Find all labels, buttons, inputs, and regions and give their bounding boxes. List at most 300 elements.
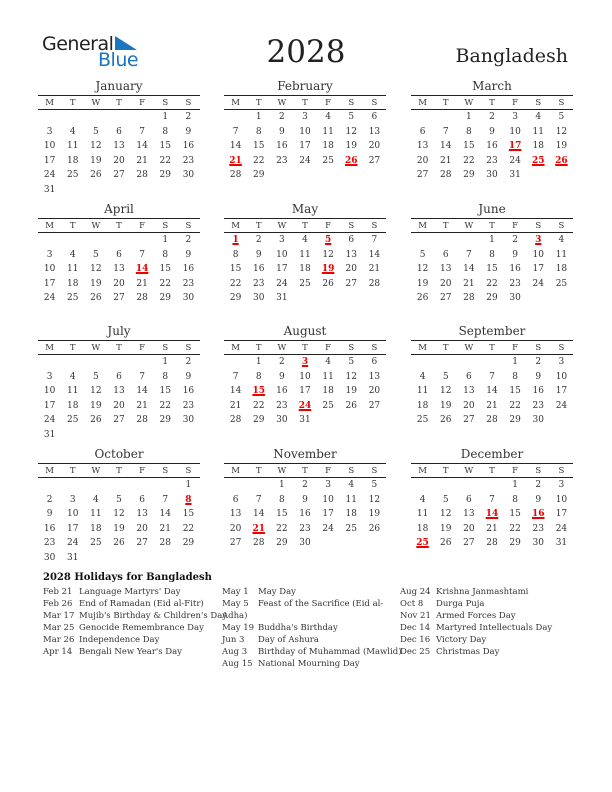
day-cell: 14 bbox=[486, 386, 498, 397]
day-cell: 20 bbox=[136, 523, 148, 534]
weekday-label: T bbox=[442, 220, 449, 231]
day-cell: 17 bbox=[43, 400, 56, 411]
holiday-item bbox=[222, 658, 402, 670]
logo-word-general: General bbox=[42, 33, 114, 55]
day-cell: 6 bbox=[419, 126, 426, 137]
day-cell: 26 bbox=[368, 523, 381, 534]
day-cell: 31 bbox=[299, 415, 311, 426]
day-cell: 23 bbox=[509, 278, 521, 289]
day-cell: 29 bbox=[159, 415, 171, 426]
day-cell: 25 bbox=[90, 538, 102, 549]
day-cell: 7 bbox=[489, 371, 495, 382]
day-cell: 1 bbox=[185, 480, 192, 491]
holiday-item bbox=[222, 586, 402, 598]
weekday-label: S bbox=[558, 97, 565, 108]
month-july bbox=[38, 324, 200, 442]
weekday-label: W bbox=[277, 465, 287, 476]
day-cell: 19 bbox=[555, 141, 568, 152]
day-cell: 21 bbox=[229, 400, 242, 411]
day-cell: 7 bbox=[139, 371, 145, 382]
day-cell: 11 bbox=[416, 386, 429, 397]
week-row bbox=[38, 522, 200, 537]
month-may bbox=[224, 202, 386, 306]
day-cell: 17 bbox=[66, 523, 79, 534]
holiday-day-cell: 5 bbox=[325, 235, 332, 246]
weekday-label: W bbox=[464, 97, 474, 108]
day-cell: 2 bbox=[185, 235, 192, 246]
day-cell: 16 bbox=[182, 264, 195, 275]
day-cell: 7 bbox=[371, 235, 378, 246]
day-cell: 21 bbox=[486, 400, 498, 411]
day-cell: 8 bbox=[278, 494, 285, 505]
holiday-item bbox=[400, 610, 552, 622]
day-cell: 4 bbox=[325, 357, 331, 368]
day-cell: 16 bbox=[276, 386, 288, 397]
day-cell: 22 bbox=[509, 400, 521, 411]
week-row bbox=[38, 262, 200, 277]
day-cell: 16 bbox=[299, 509, 311, 520]
week-row bbox=[224, 110, 386, 125]
day-cell: 23 bbox=[182, 278, 195, 289]
day-cell: 4 bbox=[69, 249, 76, 260]
week-row bbox=[411, 233, 573, 248]
day-cell: 17 bbox=[322, 509, 334, 520]
week-row bbox=[38, 413, 200, 428]
day-cell: 4 bbox=[69, 371, 76, 382]
week-row bbox=[38, 355, 200, 370]
day-cell: 28 bbox=[368, 278, 381, 289]
day-cell: 1 bbox=[512, 480, 518, 491]
day-cell: 14 bbox=[136, 141, 148, 152]
day-cell: 12 bbox=[90, 386, 102, 397]
week-row bbox=[38, 125, 200, 140]
holiday-day-cell: 26 bbox=[555, 155, 568, 166]
week-row bbox=[411, 139, 573, 154]
day-cell: 27 bbox=[113, 293, 125, 304]
weekday-label: T bbox=[116, 465, 122, 476]
day-cell: 23 bbox=[532, 523, 544, 534]
day-cell: 14 bbox=[439, 141, 452, 152]
weekday-label: S bbox=[535, 220, 542, 231]
day-cell: 20 bbox=[416, 155, 429, 166]
day-cell: 16 bbox=[532, 386, 544, 397]
day-cell: 7 bbox=[465, 249, 472, 260]
day-cell: 8 bbox=[232, 249, 239, 260]
day-cell: 9 bbox=[255, 249, 262, 260]
weekday-label: S bbox=[535, 342, 542, 353]
day-cell: 11 bbox=[322, 126, 334, 137]
day-cell: 2 bbox=[302, 480, 308, 491]
weekday-label: T bbox=[302, 465, 308, 476]
day-cell: 22 bbox=[509, 523, 521, 534]
day-cell: 17 bbox=[555, 509, 568, 520]
holiday-name: May Day bbox=[258, 587, 296, 597]
day-cell: 30 bbox=[532, 415, 544, 426]
week-row bbox=[411, 478, 573, 493]
weekday-label: T bbox=[489, 97, 495, 108]
day-cell: 12 bbox=[439, 386, 452, 397]
holiday-date: May 1 bbox=[222, 587, 249, 597]
day-cell: 20 bbox=[113, 278, 125, 289]
day-cell: 18 bbox=[416, 400, 429, 411]
weekday-header bbox=[224, 340, 386, 355]
weekday-label: S bbox=[371, 220, 378, 231]
day-cell: 24 bbox=[66, 538, 79, 549]
holiday-date: Aug 24 bbox=[400, 587, 431, 597]
day-cell: 13 bbox=[113, 264, 125, 275]
day-cell: 20 bbox=[345, 264, 357, 275]
week-row bbox=[38, 428, 200, 443]
day-cell: 24 bbox=[43, 170, 56, 181]
day-cell: 22 bbox=[229, 278, 242, 289]
day-cell: 2 bbox=[535, 480, 542, 491]
day-cell: 25 bbox=[66, 415, 79, 426]
day-cell: 12 bbox=[90, 264, 102, 275]
weekday-label: T bbox=[489, 342, 495, 353]
weekday-label: W bbox=[464, 342, 474, 353]
holiday-day-cell: 3 bbox=[535, 235, 542, 246]
day-cell: 15 bbox=[159, 386, 171, 397]
weekday-label: T bbox=[442, 465, 449, 476]
day-cell: 1 bbox=[512, 357, 518, 368]
day-cell: 9 bbox=[512, 249, 518, 260]
day-cell: 4 bbox=[69, 126, 76, 137]
weekday-header bbox=[224, 218, 386, 233]
holiday-name: Bengali New Year's Day bbox=[79, 647, 182, 657]
weekday-label: M bbox=[418, 220, 427, 231]
day-cell: 27 bbox=[345, 278, 357, 289]
week-row bbox=[411, 413, 573, 428]
holiday-day-cell: 17 bbox=[508, 141, 522, 152]
week-row bbox=[224, 370, 386, 385]
week-row bbox=[224, 493, 386, 508]
holiday-item bbox=[222, 646, 402, 658]
day-cell: 13 bbox=[463, 386, 475, 397]
day-cell: 26 bbox=[439, 415, 452, 426]
day-cell: 7 bbox=[139, 126, 145, 137]
day-cell: 11 bbox=[555, 249, 568, 260]
day-cell: 25 bbox=[322, 400, 334, 411]
week-row bbox=[411, 154, 573, 169]
day-cell: 17 bbox=[299, 141, 311, 152]
weekday-label: F bbox=[512, 97, 519, 108]
day-cell: 16 bbox=[182, 141, 195, 152]
weekday-header bbox=[38, 95, 200, 110]
weekday-label: M bbox=[45, 465, 54, 476]
holiday-date: Mar 25 bbox=[43, 623, 75, 633]
weekday-header bbox=[224, 95, 386, 110]
day-cell: 16 bbox=[43, 523, 56, 534]
day-cell: 2 bbox=[512, 235, 518, 246]
holiday-name: Language Martyrs' Day bbox=[79, 587, 181, 597]
day-cell: 4 bbox=[302, 235, 308, 246]
day-cell: 12 bbox=[322, 249, 334, 260]
day-cell: 30 bbox=[509, 293, 521, 304]
day-cell: 6 bbox=[116, 371, 122, 382]
day-cell: 23 bbox=[532, 400, 544, 411]
day-cell: 25 bbox=[416, 415, 429, 426]
day-cell: 23 bbox=[182, 400, 195, 411]
day-cell: 12 bbox=[113, 509, 125, 520]
day-cell: 30 bbox=[182, 293, 195, 304]
day-cell: 28 bbox=[486, 538, 498, 549]
day-cell: 23 bbox=[182, 155, 195, 166]
day-cell: 21 bbox=[136, 155, 148, 166]
day-cell: 16 bbox=[252, 264, 265, 275]
day-cell: 26 bbox=[113, 538, 125, 549]
day-cell: 3 bbox=[46, 249, 53, 260]
day-cell: 11 bbox=[345, 494, 357, 505]
day-cell: 19 bbox=[113, 523, 125, 534]
week-row bbox=[224, 154, 386, 169]
day-cell: 13 bbox=[416, 141, 429, 152]
day-cell: 28 bbox=[252, 538, 265, 549]
day-cell: 4 bbox=[348, 480, 355, 491]
month-november bbox=[224, 447, 386, 551]
weekday-label: F bbox=[512, 220, 519, 231]
holiday-name: Genocide Remembrance Day bbox=[79, 623, 204, 633]
holiday-day-cell: 19 bbox=[321, 264, 335, 275]
week-row bbox=[38, 277, 200, 292]
holiday-item bbox=[222, 598, 402, 610]
week-row bbox=[224, 168, 386, 183]
week-row bbox=[38, 370, 200, 385]
day-cell: 30 bbox=[276, 415, 288, 426]
holiday-day-cell: 14 bbox=[485, 509, 499, 520]
weekday-label: W bbox=[91, 342, 101, 353]
day-cell: 30 bbox=[532, 538, 544, 549]
day-cell: 20 bbox=[439, 278, 452, 289]
day-cell: 22 bbox=[159, 155, 171, 166]
day-cell: 14 bbox=[252, 509, 265, 520]
day-cell: 8 bbox=[255, 126, 262, 137]
week-row bbox=[411, 536, 573, 551]
day-cell: 28 bbox=[136, 170, 148, 181]
weekday-header bbox=[411, 340, 573, 355]
week-row bbox=[224, 291, 386, 306]
day-cell: 3 bbox=[69, 494, 76, 505]
week-row bbox=[38, 110, 200, 125]
weekday-label: S bbox=[558, 220, 565, 231]
day-cell: 27 bbox=[229, 538, 242, 549]
day-cell: 27 bbox=[113, 170, 125, 181]
page-title: 2028 bbox=[266, 34, 346, 70]
day-cell: 12 bbox=[90, 141, 102, 152]
holiday-column bbox=[222, 586, 402, 670]
month-name: February bbox=[277, 79, 333, 93]
weekday-label: F bbox=[512, 465, 519, 476]
day-cell: 12 bbox=[345, 371, 357, 382]
weekday-label: W bbox=[91, 465, 101, 476]
day-cell: 4 bbox=[325, 112, 331, 123]
weekday-label: T bbox=[255, 97, 262, 108]
holiday-item bbox=[400, 646, 552, 658]
day-cell: 31 bbox=[43, 184, 56, 195]
day-cell: 5 bbox=[116, 494, 122, 505]
day-cell: 6 bbox=[465, 371, 472, 382]
holiday-date: Aug 15 bbox=[222, 659, 253, 669]
holiday-day-cell: 15 bbox=[252, 386, 265, 397]
day-cell: 29 bbox=[159, 170, 171, 181]
weekday-label: F bbox=[325, 220, 332, 231]
holiday-item bbox=[43, 634, 227, 646]
week-row bbox=[224, 262, 386, 277]
holiday-name: Victory Day bbox=[436, 635, 487, 645]
holiday-date: Oct 8 bbox=[400, 599, 424, 609]
month-name: October bbox=[94, 447, 144, 461]
weekday-header bbox=[38, 340, 200, 355]
day-cell: 3 bbox=[278, 235, 285, 246]
month-name: September bbox=[458, 324, 526, 338]
weekday-label: T bbox=[69, 220, 76, 231]
day-cell: 14 bbox=[368, 249, 381, 260]
day-cell: 23 bbox=[276, 155, 288, 166]
day-cell: 15 bbox=[159, 141, 171, 152]
weekday-label: W bbox=[277, 342, 287, 353]
month-name: November bbox=[273, 447, 337, 461]
day-cell: 4 bbox=[535, 112, 542, 123]
day-cell: 1 bbox=[489, 235, 495, 246]
day-cell: 11 bbox=[322, 371, 334, 382]
month-name: March bbox=[472, 79, 512, 93]
weekday-header bbox=[411, 95, 573, 110]
day-cell: 10 bbox=[555, 371, 568, 382]
week-row bbox=[411, 355, 573, 370]
holiday-date: Aug 3 bbox=[222, 647, 248, 657]
day-cell: 18 bbox=[66, 278, 79, 289]
week-row bbox=[224, 125, 386, 140]
weekday-label: W bbox=[464, 465, 474, 476]
weekday-label: M bbox=[231, 97, 240, 108]
day-cell: 27 bbox=[368, 155, 381, 166]
day-cell: 30 bbox=[299, 538, 311, 549]
weekday-label: M bbox=[231, 465, 240, 476]
day-cell: 18 bbox=[66, 155, 79, 166]
day-cell: 25 bbox=[66, 170, 79, 181]
weekday-label: S bbox=[535, 97, 542, 108]
day-cell: 30 bbox=[43, 552, 56, 563]
day-cell: 25 bbox=[299, 278, 311, 289]
weekday-label: F bbox=[139, 465, 146, 476]
day-cell: 29 bbox=[252, 415, 265, 426]
day-cell: 7 bbox=[489, 494, 495, 505]
day-cell: 15 bbox=[182, 509, 195, 520]
weekday-label: W bbox=[91, 220, 101, 231]
holiday-item bbox=[43, 610, 227, 622]
holiday-name: Mujib's Birthday & Children's Day bbox=[79, 611, 228, 621]
holiday-date: May 19 bbox=[222, 623, 255, 633]
weekday-label: S bbox=[162, 465, 169, 476]
day-cell: 2 bbox=[185, 112, 192, 123]
holiday-column bbox=[400, 586, 552, 658]
day-cell: 1 bbox=[465, 112, 472, 123]
holiday-item bbox=[400, 622, 552, 634]
weekday-label: S bbox=[348, 220, 355, 231]
day-cell: 18 bbox=[66, 400, 79, 411]
day-cell: 7 bbox=[139, 249, 145, 260]
month-august bbox=[224, 324, 386, 428]
day-cell: 5 bbox=[92, 371, 99, 382]
holiday-date: Dec 25 bbox=[400, 647, 431, 657]
day-cell: 14 bbox=[463, 264, 475, 275]
day-cell: 29 bbox=[486, 293, 498, 304]
weekday-label: S bbox=[348, 465, 355, 476]
day-cell: 21 bbox=[463, 278, 475, 289]
day-cell: 24 bbox=[276, 278, 288, 289]
day-cell: 2 bbox=[535, 357, 542, 368]
day-cell: 21 bbox=[368, 264, 381, 275]
weekday-label: T bbox=[442, 97, 449, 108]
day-cell: 12 bbox=[345, 126, 357, 137]
day-cell: 12 bbox=[416, 264, 429, 275]
weekday-label: M bbox=[231, 342, 240, 353]
day-cell: 28 bbox=[439, 170, 452, 181]
day-cell: 23 bbox=[276, 400, 288, 411]
week-row bbox=[411, 291, 573, 306]
day-cell: 27 bbox=[463, 415, 475, 426]
day-cell: 20 bbox=[113, 155, 125, 166]
weekday-label: T bbox=[255, 342, 262, 353]
day-cell: 2 bbox=[46, 494, 53, 505]
day-cell: 16 bbox=[182, 386, 195, 397]
day-cell: 19 bbox=[439, 523, 452, 534]
day-cell: 5 bbox=[419, 249, 426, 260]
weekday-label: W bbox=[464, 220, 474, 231]
day-cell: 12 bbox=[368, 494, 381, 505]
day-cell: 22 bbox=[486, 278, 498, 289]
day-cell: 20 bbox=[368, 386, 381, 397]
holiday-date: Mar 26 bbox=[43, 635, 75, 645]
weekday-label: S bbox=[371, 97, 378, 108]
day-cell: 2 bbox=[278, 112, 285, 123]
day-cell: 5 bbox=[92, 249, 99, 260]
weekday-label: S bbox=[558, 342, 565, 353]
day-cell: 8 bbox=[512, 371, 518, 382]
week-row bbox=[38, 233, 200, 248]
week-row bbox=[224, 277, 386, 292]
holiday-day-cell: 26 bbox=[345, 155, 358, 166]
day-cell: 27 bbox=[368, 400, 381, 411]
day-cell: 21 bbox=[486, 523, 498, 534]
holiday-date: May 5 bbox=[222, 599, 249, 609]
weekday-label: M bbox=[418, 465, 427, 476]
weekday-label: M bbox=[45, 97, 54, 108]
week-row bbox=[38, 536, 200, 551]
day-cell: 7 bbox=[232, 126, 239, 137]
day-cell: 4 bbox=[558, 235, 565, 246]
weekday-label: T bbox=[116, 97, 122, 108]
month-name: April bbox=[104, 202, 134, 216]
week-row bbox=[38, 551, 200, 566]
day-cell: 18 bbox=[322, 386, 334, 397]
week-row bbox=[411, 248, 573, 263]
day-cell: 10 bbox=[276, 249, 288, 260]
day-cell: 29 bbox=[509, 538, 521, 549]
weekday-label: T bbox=[116, 342, 122, 353]
weekday-label: T bbox=[255, 465, 262, 476]
week-row bbox=[38, 139, 200, 154]
week-row bbox=[224, 507, 386, 522]
day-cell: 6 bbox=[371, 357, 378, 368]
day-cell: 16 bbox=[276, 141, 288, 152]
day-cell: 1 bbox=[162, 235, 169, 246]
month-name: December bbox=[460, 447, 524, 461]
month-april bbox=[38, 202, 200, 306]
day-cell: 15 bbox=[159, 264, 171, 275]
weekday-label: T bbox=[302, 220, 308, 231]
weekday-label: M bbox=[418, 97, 427, 108]
day-cell: 21 bbox=[159, 523, 171, 534]
